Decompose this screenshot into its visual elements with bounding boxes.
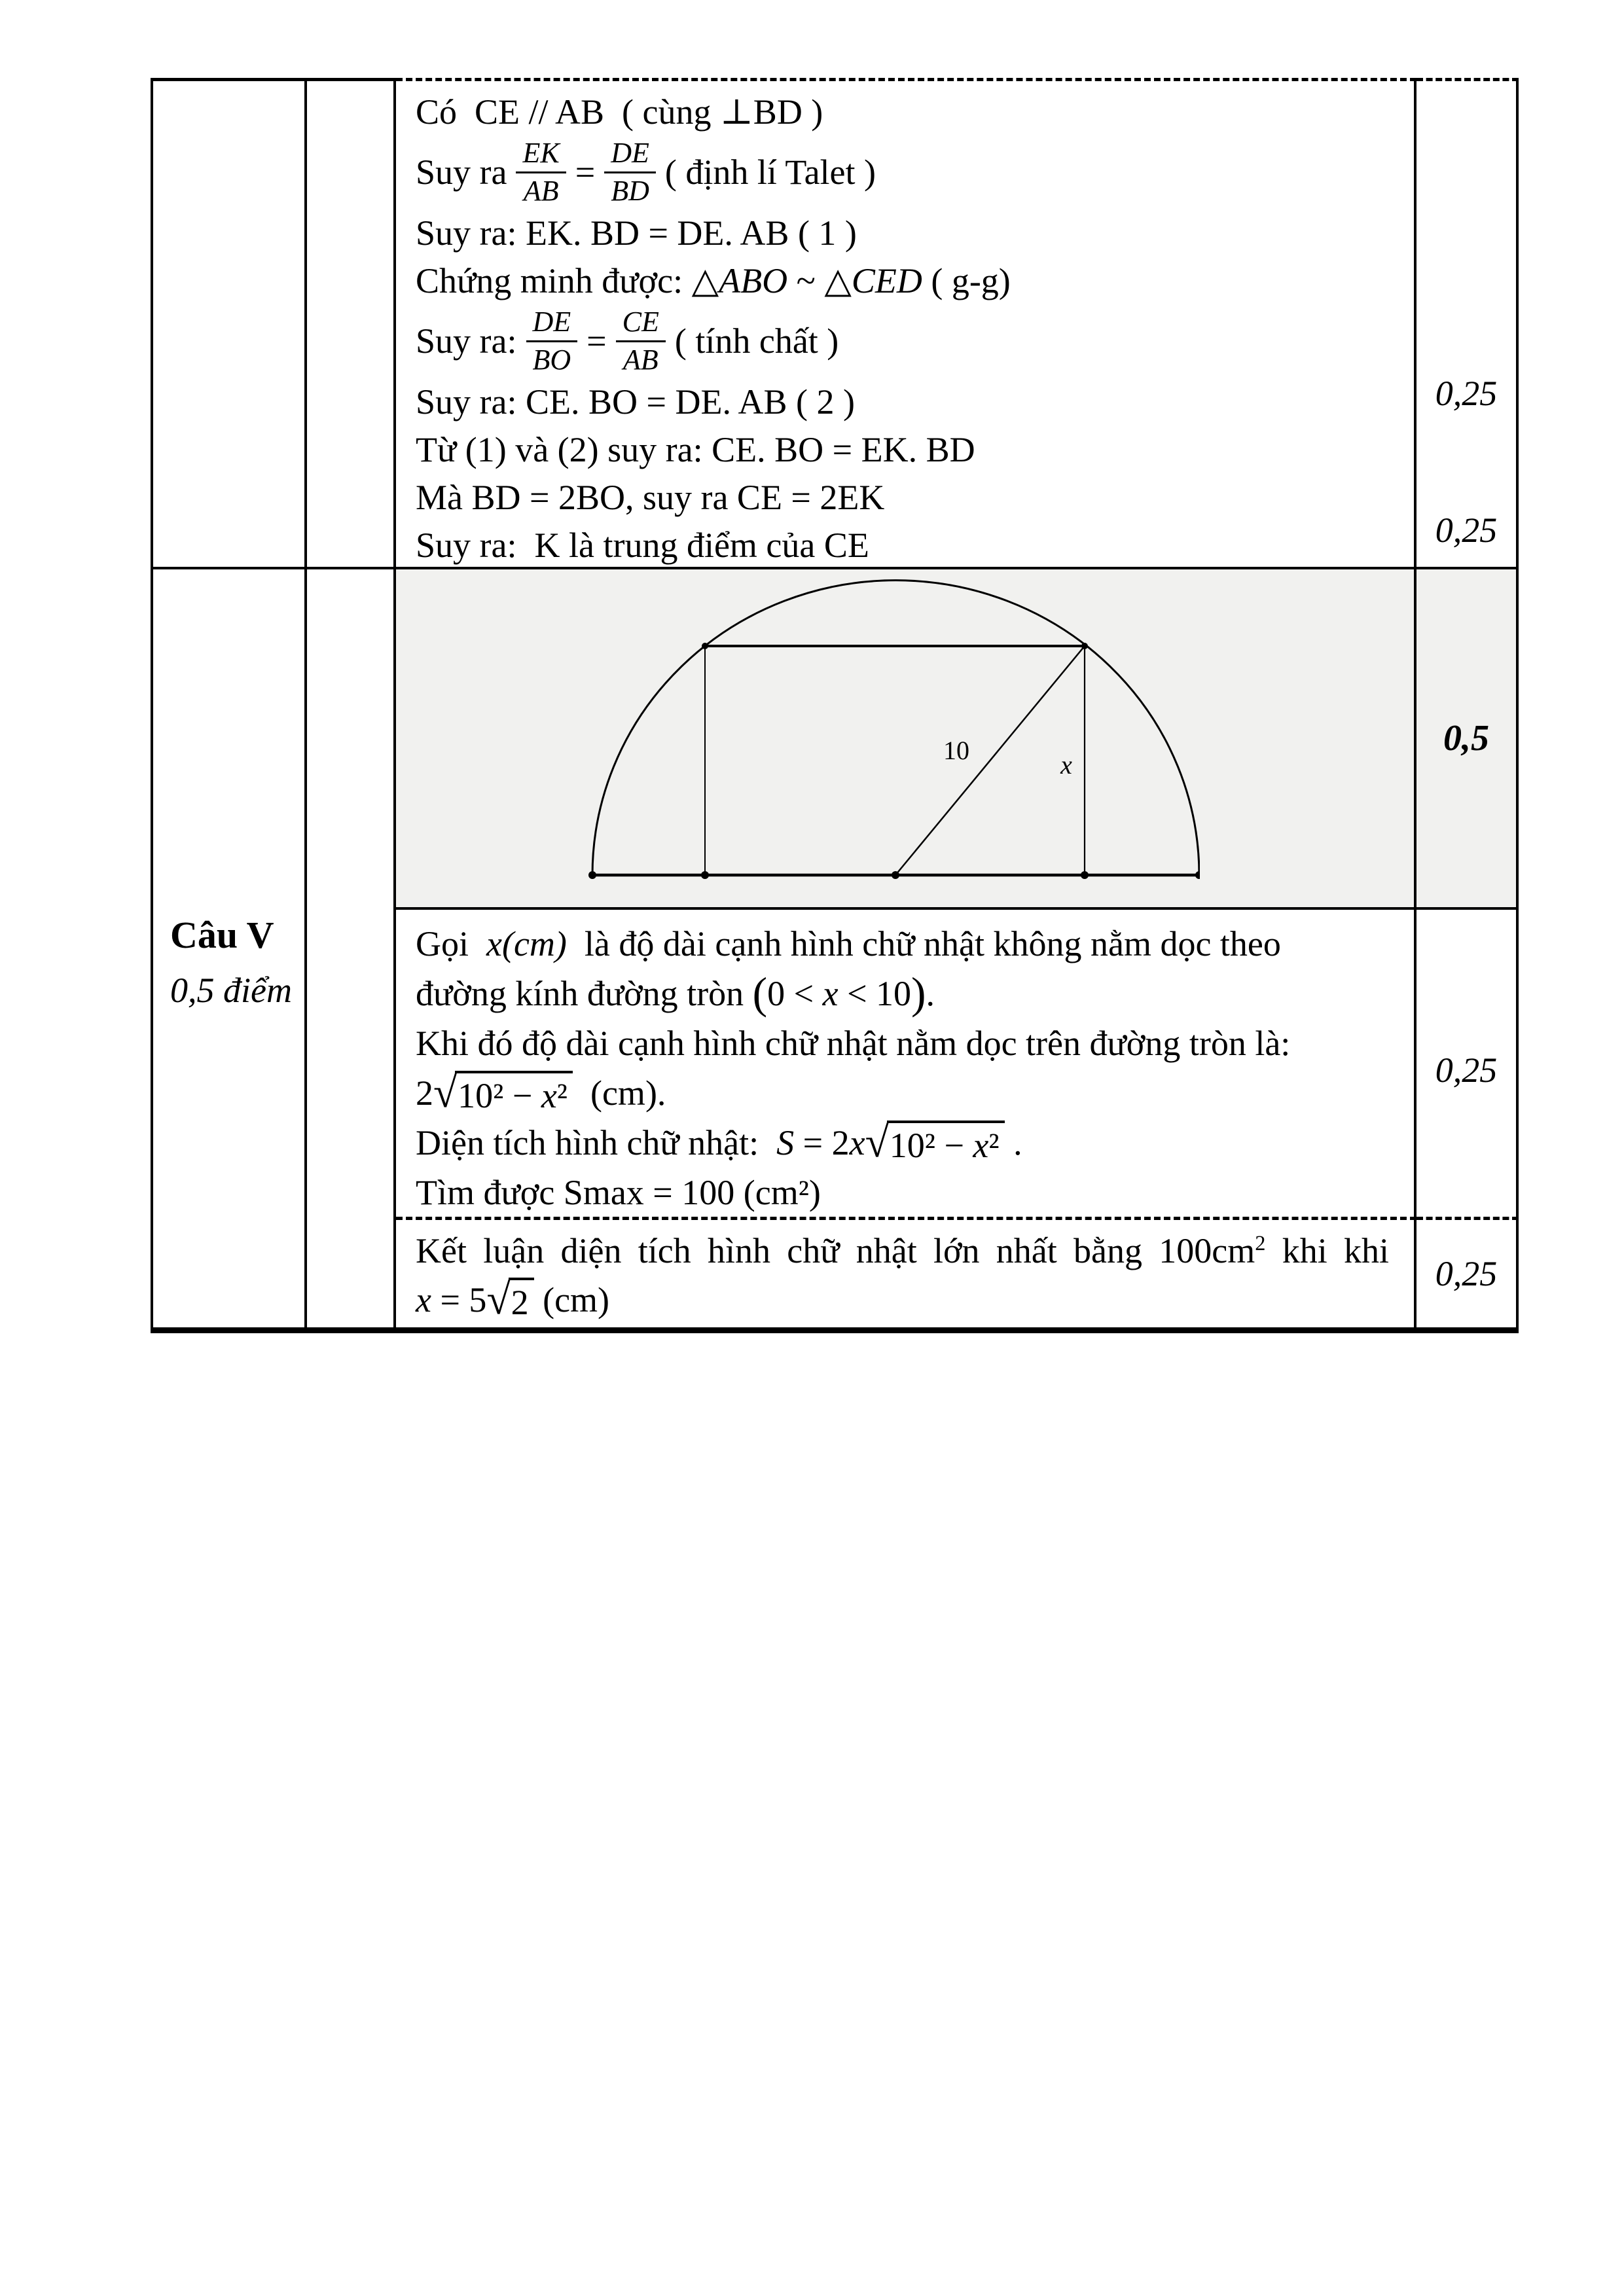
solution-text: Có CE // AB ( cùng ⊥BD ) [416,92,823,132]
center-point-dot [892,871,899,879]
solution-text: Suy ra: K là trung điểm của CE [416,525,869,565]
radicand-text: 10² − [458,1075,541,1115]
fraction-numerator: DE [604,137,656,173]
question-v-label-cell [153,569,307,1327]
fraction-denominator: AB [623,343,659,376]
grading-rubric-table [151,78,1519,1333]
conclusion-line [416,1227,1389,1275]
figure-cell [396,569,1416,910]
solution-text: Khi đó độ dài cạnh hình chữ nhật nằm dọc trên đường tròn là: [416,1024,1291,1063]
similar-symbol: ~ [787,260,825,300]
conclusion-line-sqrt [416,1275,1389,1325]
figure-points-cell [1416,569,1519,910]
coefficient: 2 [416,1073,433,1113]
points-value: 0,25 [1435,374,1498,413]
math-variable: x [973,1125,989,1165]
conclusion-text: (cm) [533,1280,610,1319]
solution-text: Suy ra: CE. BO = DE. AB ( 2 ) [416,382,855,422]
solution-line [416,1018,1414,1068]
radius-length-label: 10 [943,736,969,765]
row1-question-label-cell-empty [153,78,307,569]
solution-line [416,425,1414,473]
solution-text: . [926,974,935,1013]
rectangle-bottom-right-dot [1081,871,1089,879]
sqrt-symbol: √ [433,1069,458,1117]
solution-text: Suy ra: EK. BD = DE. AB ( 1 ) [416,213,857,253]
solution-line [416,969,1414,1018]
question-v-solution-cell [396,910,1416,1220]
solution-text: là độ dài cạnh hình chữ nhật không nằm dọc theo [566,924,1281,963]
solution-line [416,378,1414,425]
rectangle-top-right-dot [1081,643,1088,649]
solution-text: Tìm được Smax = 100 (cm²) [416,1173,821,1212]
equals-sign: = [575,152,596,192]
math-variable: x [541,1075,557,1115]
row1-points-cell [1416,78,1519,569]
solution-text: Suy ra [416,152,507,192]
fraction-denominator: AB [523,174,559,207]
solution-line [416,88,1414,135]
points-value: 0,25 [1435,1050,1498,1090]
close-paren: ) [911,969,926,1018]
conclusion-text: khi khi [1265,1231,1389,1270]
math-variable: x [849,1123,865,1162]
question-title: Câu V [170,914,274,956]
points-value: 0,25 [1435,1254,1498,1293]
solution-text: Diện tích hình chữ nhật: [416,1123,777,1162]
sqrt-radicand [887,1121,1005,1166]
solution-text: đường kính đường tròn [416,974,753,1013]
fraction-numerator: CE [616,306,666,342]
conclusion-cell [396,1220,1416,1327]
solution-line-fraction [416,304,1414,378]
solution-line [416,521,1414,569]
fraction-numerator: DE [526,306,578,342]
sqrt-symbol: √ [486,1276,511,1324]
math-variable: x [416,1280,431,1319]
fraction [526,306,578,376]
radius-diagonal-line [895,646,1085,875]
triangle-symbol: △ [824,261,852,300]
math-variable: x(cm) [486,924,567,963]
conclusion-points-cell [1416,1220,1519,1327]
solution-text: ( tính chất ) [674,321,839,361]
solution-line [416,919,1414,969]
question-points-subtitle: 0,5 điểm [170,971,292,1010]
solution-text: ( g-g) [922,260,1011,300]
side-x-label: x [1060,750,1072,780]
equals-sign: = [586,321,607,361]
superscript-exponent: 2 [1255,1232,1266,1255]
solution-line-sqrt [416,1068,1414,1118]
solution-line-sqrt [416,1118,1414,1168]
conclusion-text: Kết luận diện tích hình chữ nhật lớn nhất bằng 100cm [416,1231,1255,1270]
diameter-endpoint-dot [588,871,596,879]
fraction [516,137,566,207]
row1-solution-cell [396,78,1416,569]
points-value: 0,25 [1435,511,1498,550]
equals-sign: = 2 [794,1123,850,1162]
solution-text: Gọi [416,924,486,963]
solution-text: . [1004,1123,1022,1162]
math-variable: S [776,1123,795,1162]
radicand-text: 2 [511,1282,529,1322]
radicand-text: ² [556,1075,568,1115]
fraction [604,137,656,207]
semicircle-arc [592,581,1199,875]
semicircle-rectangle-figure [585,575,1200,882]
open-paren: ( [752,969,768,1018]
question-v-points-cell [1416,910,1519,1220]
inequality-text: < 10 [838,974,912,1013]
points-value: 0,5 [1443,718,1489,759]
row1-part-label-cell-empty [307,78,396,569]
diameter-endpoint-dot [1195,871,1200,879]
inequality-text: 0 < [767,974,823,1013]
math-variable: x [822,974,839,1013]
equals-sign: = 5 [431,1280,487,1319]
solution-line [416,209,1414,257]
radicand-text: ² [988,1125,1000,1165]
solution-text: Từ (1) và (2) suy ra: CE. BO = EK. BD [416,429,975,469]
radicand-text: 10² − [889,1125,973,1165]
sqrt-symbol: √ [865,1119,889,1167]
part-label-cell-empty [307,569,396,1327]
solution-text: Suy ra: [416,321,517,361]
sqrt-radicand [455,1071,573,1116]
fraction-numerator: EK [516,137,566,173]
solution-text: Chứng minh được: [416,260,692,300]
fraction-denominator: BO [532,343,571,376]
question-label-block [170,913,292,1011]
rectangle-bottom-left-dot [701,871,709,879]
solution-text: (cm). [572,1073,666,1113]
rectangle-top-left-dot [702,643,708,649]
fraction [616,306,666,376]
solution-text: ( định lí Talet ) [664,152,876,192]
solution-text: Mà BD = 2BO, suy ra CE = 2EK [416,477,885,517]
triangle-name: ABO [719,260,788,300]
solution-line [416,257,1414,304]
triangle-name: CED [851,260,922,300]
fraction-denominator: BD [611,174,649,207]
sqrt-radicand [509,1278,534,1323]
solution-line [416,473,1414,521]
solution-line [416,1168,1414,1217]
triangle-symbol: △ [691,261,719,300]
solution-line-fraction [416,135,1414,209]
